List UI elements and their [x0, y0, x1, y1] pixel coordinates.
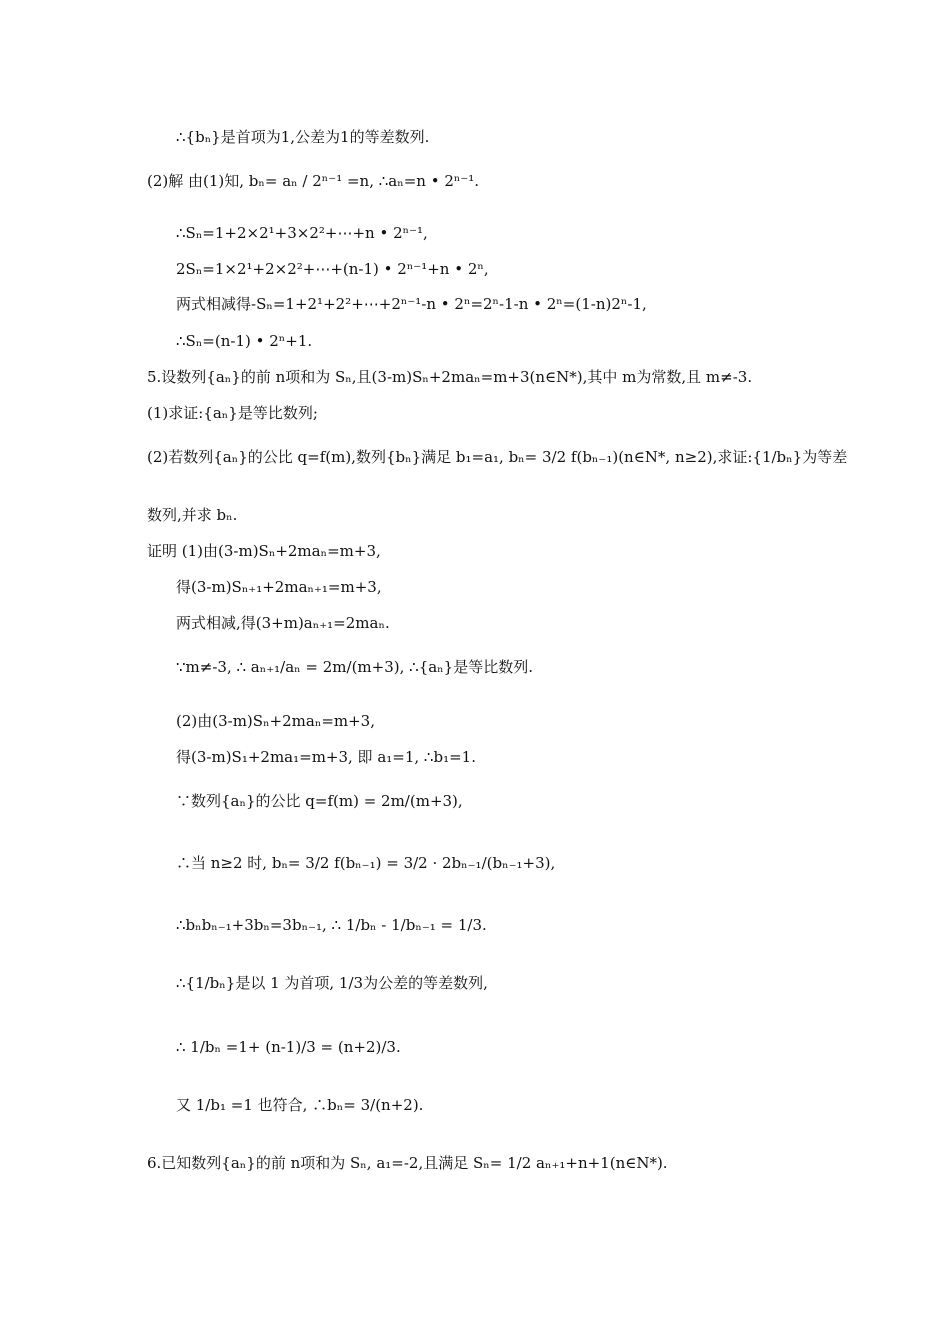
line-12-text: 得(3-m)Sₙ₊₁+2maₙ₊₁=m+3,: [176, 578, 382, 596]
line-21-text: ∴ 1/bₙ =1+ (n-1)/3 = (n+2)/3.: [176, 1038, 401, 1056]
line-21: [176, 1036, 401, 1058]
line-7-problem-5: [147, 366, 752, 388]
line-11: [147, 540, 381, 562]
line-13-text: 两式相减,得(3+m)aₙ₊₁=2maₙ.: [176, 614, 390, 632]
line-1-text: ∴{bₙ}是首项为1,公差为1的等差数列.: [176, 128, 430, 146]
line-15-text: (2)由(3-m)Sₙ+2maₙ=m+3,: [176, 712, 375, 730]
line-1: [176, 126, 429, 148]
line-16-text: 得(3-m)S₁+2ma₁=m+3, 即 a₁=1, ∴b₁=1.: [176, 748, 476, 766]
line-22-text: 又 1/b₁ =1 也符合, ∴bₙ= 3/(n+2).: [176, 1096, 424, 1114]
line-18-text: ∴当 n≥2 时, bₙ= 3/2 f(bₙ₋₁) = 3/2 · 2bₙ₋₁/(bₙ₋₁+3),: [176, 854, 556, 872]
line-3-text: ∴Sₙ=1+2×2¹+3×2²+⋯+n • 2ⁿ⁻¹,: [176, 224, 428, 242]
line-13: [176, 612, 390, 634]
line-2-text: (2)解 由(1)知, bₙ= aₙ / 2ⁿ⁻¹ =n, ∴aₙ=n • 2ⁿ⁻¹.: [147, 172, 480, 190]
line-10: [147, 504, 237, 526]
line-22: [176, 1094, 423, 1116]
line-17-text: ∵数列{aₙ}的公比 q=f(m) = 2m/(m+3),: [176, 792, 463, 810]
line-20: [176, 972, 488, 994]
line-3: [176, 222, 428, 244]
line-12: [176, 576, 382, 598]
line-11-text: 证明 (1)由(3-m)Sₙ+2maₙ=m+3,: [147, 542, 381, 560]
line-4-text: 2Sₙ=1×2¹+2×2²+⋯+(n-1) • 2ⁿ⁻¹+n • 2ⁿ,: [176, 260, 489, 278]
line-14: [176, 656, 533, 678]
line-4: [176, 258, 489, 280]
line-23-problem-6: [147, 1152, 668, 1174]
line-10-text: 数列,并求 bₙ.: [147, 506, 238, 524]
line-18: [176, 852, 555, 874]
line-6: [176, 330, 312, 352]
line-17: [176, 790, 463, 812]
line-23-text: 6.已知数列{aₙ}的前 n项和为 Sₙ, a₁=-2,且满足 Sₙ= 1/2 aₙ₊₁+n+1(n∈N*).: [147, 1154, 668, 1172]
line-2: [147, 170, 479, 192]
line-6-text: ∴Sₙ=(n-1) • 2ⁿ+1.: [176, 332, 313, 350]
line-15: [176, 710, 375, 732]
line-20-text: ∴{1/bₙ}是以 1 为首项, 1/3为公差的等差数列,: [176, 974, 488, 992]
line-14-text: ∵m≠-3, ∴ aₙ₊₁/aₙ = 2m/(m+3), ∴{aₙ}是等比数列.: [176, 658, 533, 676]
line-9: [147, 446, 847, 468]
line-8-text: (1)求证:{aₙ}是等比数列;: [147, 404, 318, 422]
line-5-text: 两式相减得-Sₙ=1+2¹+2²+⋯+2ⁿ⁻¹-n • 2ⁿ=2ⁿ-1-n • 2ⁿ=(1-n)2ⁿ-1,: [176, 295, 647, 313]
line-19-text: ∴bₙbₙ₋₁+3bₙ=3bₙ₋₁, ∴ 1/bₙ - 1/bₙ₋₁ = 1/3.: [176, 916, 487, 934]
line-19: [176, 914, 487, 936]
line-9-text: (2)若数列{aₙ}的公比 q=f(m),数列{bₙ}满足 b₁=a₁, bₙ= 3/2 f(bₙ₋₁)(n∈N*, n≥2),求证:{1/bₙ}为等差: [147, 448, 848, 466]
line-8: [147, 402, 318, 424]
line-16: [176, 746, 476, 768]
line-5: [176, 293, 647, 315]
line-7-text: 5.设数列{aₙ}的前 n项和为 Sₙ,且(3-m)Sₙ+2maₙ=m+3(n∈N*),其中 m为常数,且 m≠-3.: [147, 368, 753, 386]
